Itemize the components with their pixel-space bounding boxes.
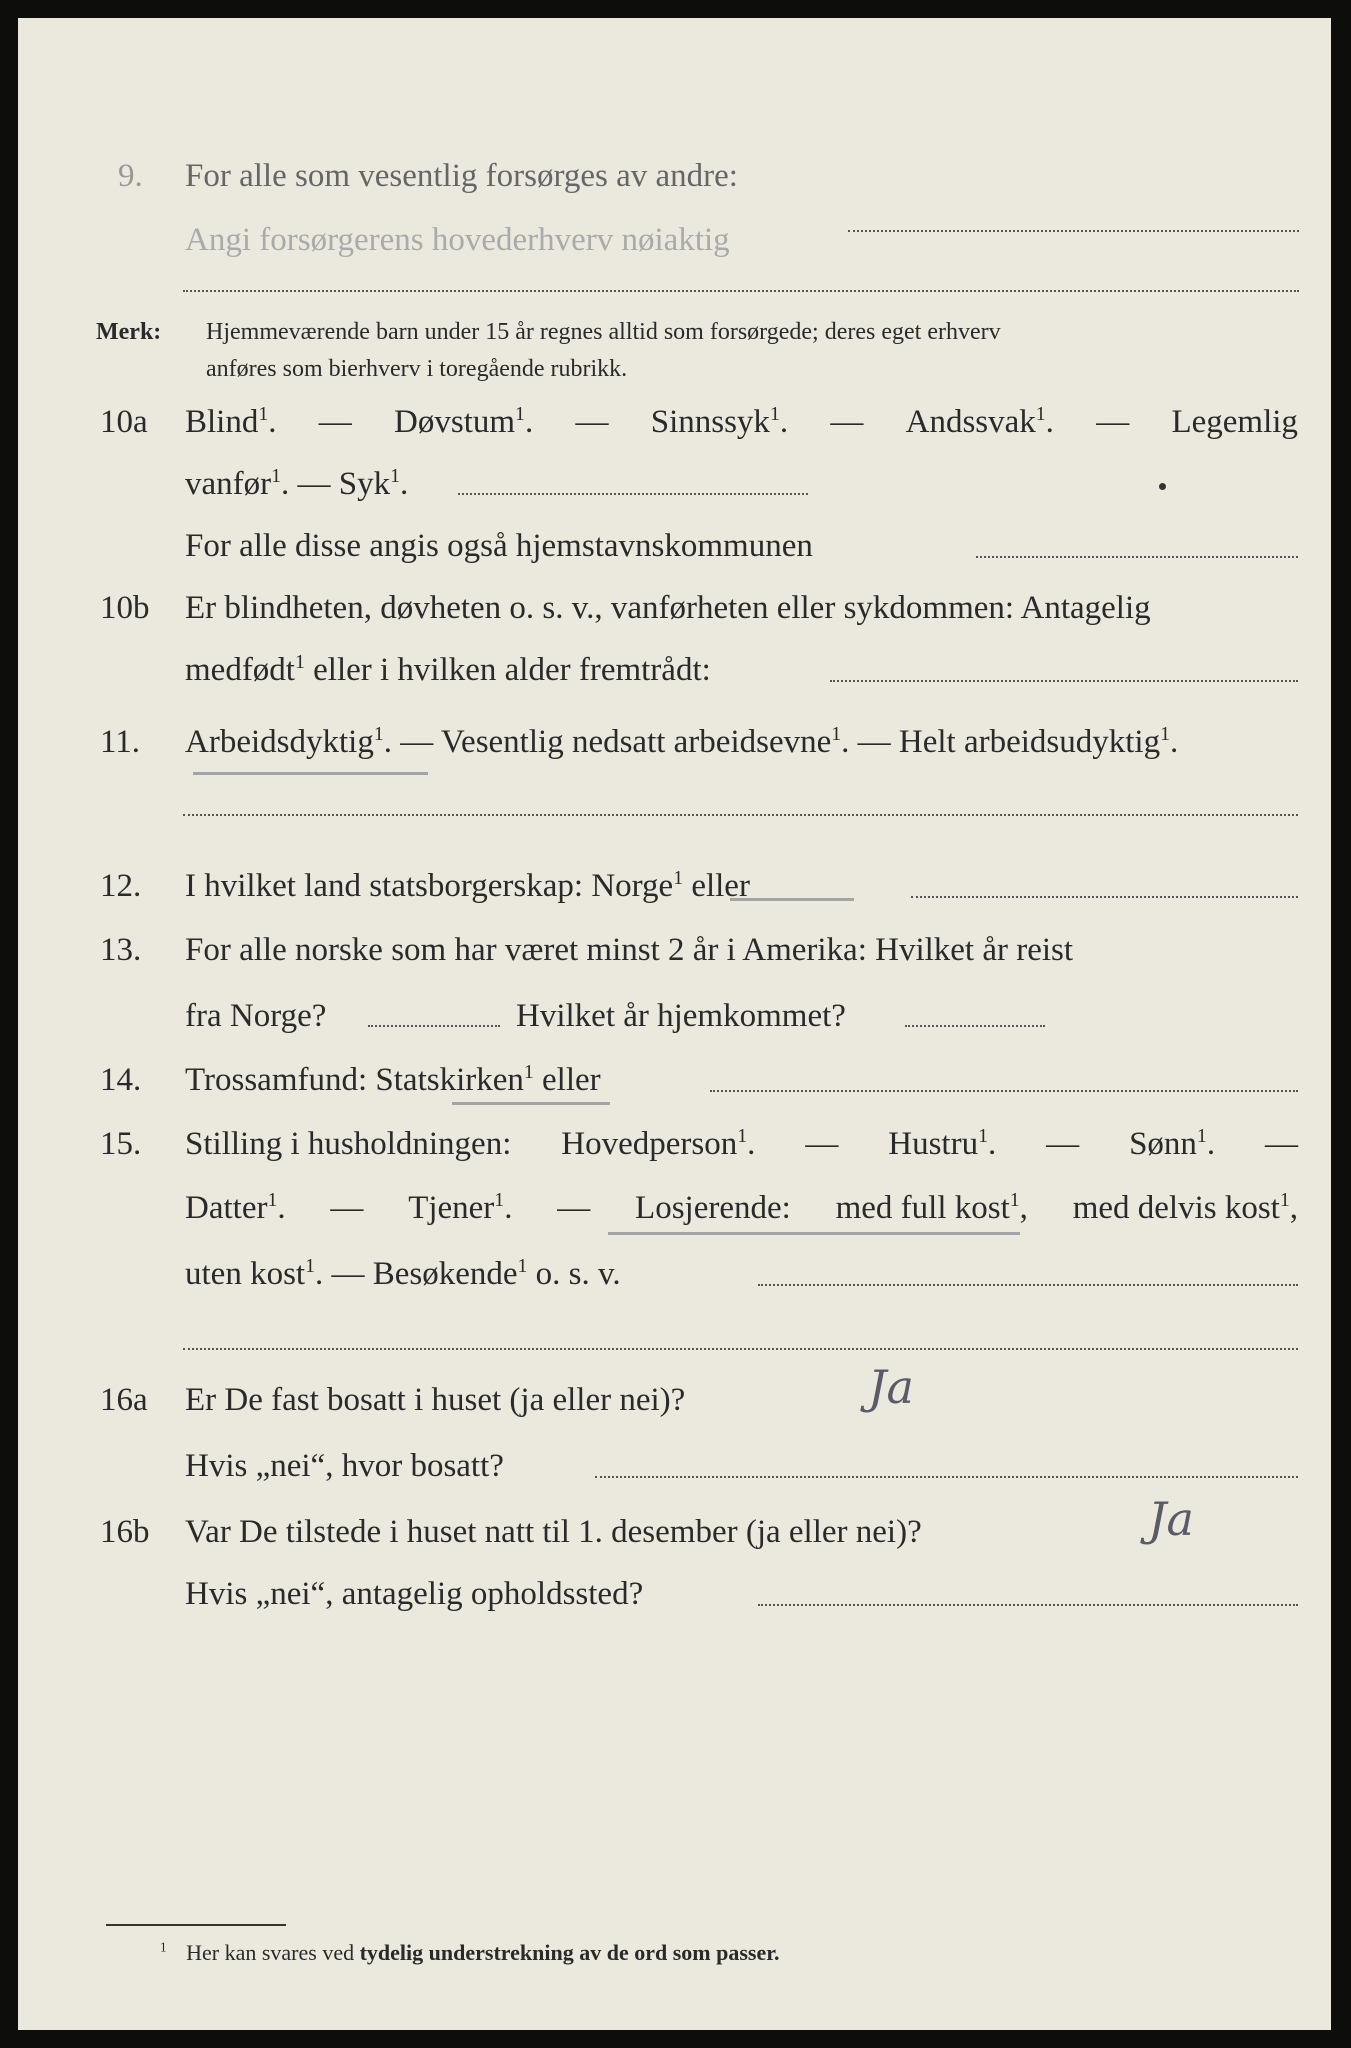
q16a-row-1 bbox=[18, 1378, 1331, 1422]
q15-pencil-underline bbox=[608, 1232, 1020, 1235]
q10a-option-syk: Syk bbox=[338, 466, 391, 502]
q13-row-1 bbox=[18, 928, 1331, 972]
q11-answer-line bbox=[183, 814, 1298, 816]
q15-row-3: uten kost$^1$. — Besøkende$^1$ o. s. v. bbox=[185, 1255, 621, 1292]
q15-option-besokende: Besøkende bbox=[372, 1256, 518, 1292]
merk-label: Merk: bbox=[96, 319, 162, 345]
q14-row: 14. Trossamfund: Statskirken$^1$ eller bbox=[18, 1058, 1331, 1102]
q14-pencil-underline bbox=[452, 1102, 610, 1105]
q15-option-hustru: Hustru bbox=[888, 1126, 979, 1162]
q10b-answer-line bbox=[830, 680, 1298, 682]
q16a-handwritten-answer: Ja bbox=[868, 1360, 914, 1414]
q15-stilling-text: Stilling i husholdningen: bbox=[185, 1126, 512, 1162]
q15-answer-line bbox=[758, 1284, 1298, 1286]
q10a-row-1: 10a Blind$^1$. — Døvstum$^1$. — Sinnssyk$^1$. — Andssvak$^1$. — Legemlig bbox=[18, 400, 1331, 444]
q13-row-2 bbox=[18, 994, 1331, 1038]
q15-osv: o. s. v. bbox=[535, 1256, 621, 1292]
q9-row bbox=[18, 154, 1331, 198]
q10b-row-1 bbox=[18, 586, 1331, 630]
q16a-text: Er De fast bosatt i huset (ja eller nei)? bbox=[185, 1382, 686, 1418]
q16a-number: 16a bbox=[100, 1382, 148, 1418]
q16a-answer-line bbox=[595, 1476, 1298, 1478]
q10a-option-dovstum: Døvstum bbox=[394, 404, 516, 440]
merk-line-2: anføres som bierhverv i toregående rubrikk. bbox=[206, 356, 628, 382]
q13-hjemkommet-text: Hvilket år hjemkommet? bbox=[516, 998, 846, 1034]
q13-number: 13. bbox=[100, 932, 142, 968]
q10a-row-3 bbox=[18, 524, 1331, 568]
q10a-hjemstavn-line bbox=[976, 556, 1298, 558]
q10a-option-sinnssyk: Sinnssyk bbox=[650, 404, 770, 440]
q12-row: 12. I hvilket land statsborgerskap: Norge$^1$ eller bbox=[18, 864, 1331, 908]
form-page bbox=[18, 18, 1331, 2030]
q14-number: 14. bbox=[100, 1062, 142, 1098]
q9-text: For alle som vesentlig forsørges av andre: bbox=[185, 158, 738, 194]
q10b-number: 10b bbox=[100, 590, 150, 626]
q12-eller: eller bbox=[691, 868, 750, 904]
q10a-hjemstavn-text: For alle disse angis også hjemstavnskommunen bbox=[185, 528, 813, 564]
q15-option-tjener: Tjener bbox=[408, 1190, 495, 1226]
q16a-sub-text: Hvis „nei“, hvor bosatt? bbox=[185, 1448, 504, 1484]
q10a-option-blind: Blind bbox=[185, 404, 259, 440]
q11-number: 11. bbox=[100, 724, 141, 760]
q16b-row-2 bbox=[18, 1572, 1331, 1616]
q11-option-arbeidsdyktig: Arbeidsdyktig bbox=[185, 724, 374, 760]
q16b-number: 16b bbox=[100, 1514, 150, 1550]
footnote-text-a: Her kan svares ved bbox=[186, 1940, 355, 1965]
q14-eller: eller bbox=[542, 1062, 601, 1098]
q15-number: 15. bbox=[100, 1126, 142, 1162]
q14-option-statskirken: Statskirken bbox=[375, 1062, 524, 1098]
q12-text: I hvilket land statsborgerskap: bbox=[185, 868, 584, 904]
q15-option-full-kost: med full kost bbox=[835, 1190, 1010, 1226]
q16b-sub-text: Hvis „nei“, antagelig opholdssted? bbox=[185, 1576, 644, 1612]
q10b-row-2: medfødt$^1$ eller i hvilken alder fremtrådt: bbox=[185, 651, 711, 688]
q11-pencil-underline bbox=[193, 772, 428, 775]
q14-text: Trossamfund: bbox=[185, 1062, 368, 1098]
q10b-option-medfodt: medfødt bbox=[185, 652, 295, 688]
q10a-option-legemlig: Legemlig bbox=[1171, 404, 1298, 440]
q16b-text: Var De tilstede i huset natt til 1. desember (ja eller nei)? bbox=[185, 1514, 922, 1550]
q13-text: For alle norske som har været minst 2 år i Amerika: Hvilket år reist bbox=[185, 932, 1074, 968]
q12-number: 12. bbox=[100, 868, 142, 904]
q10b-text: Er blindheten, døvheten o. s. v., vanførheten eller sykdommen: Antagelig bbox=[185, 590, 1151, 626]
q12-option-norge: Norge bbox=[591, 868, 674, 904]
q15-option-sonn: Sønn bbox=[1129, 1126, 1197, 1162]
footnote-mark: 1 bbox=[160, 1939, 167, 1955]
q10a-row-2: vanfør$^1$. — Syk$^1$. bbox=[185, 465, 409, 502]
q10a-number: 10a bbox=[100, 404, 148, 440]
q9-answer-line bbox=[848, 230, 1299, 232]
q13-reist-line bbox=[368, 1025, 500, 1027]
q13-reist-text: fra Norge? bbox=[185, 998, 327, 1034]
q16a-row-2 bbox=[18, 1444, 1331, 1488]
q16b-row-1 bbox=[18, 1510, 1331, 1554]
q10b-alder-text: eller i hvilken alder fremtrådt: bbox=[313, 652, 711, 688]
q14-answer-line bbox=[710, 1090, 1298, 1092]
footnote-text-c: av de ord som passer. bbox=[579, 1940, 780, 1965]
q12-pencil-underline bbox=[730, 898, 854, 901]
q15-option-delvis-kost: med delvis kost bbox=[1072, 1190, 1280, 1226]
footnote-divider bbox=[106, 1924, 286, 1926]
q15-answer-line-2 bbox=[183, 1348, 1298, 1350]
q10a-option-vanfor: vanfør bbox=[185, 466, 272, 502]
q11-option-udyktig: Helt arbeidsudyktig bbox=[898, 724, 1161, 760]
q11-row: 11. Arbeidsdyktig$^1$. — Vesentlig nedsatt arbeidsevne$^1$. — Helt arbeidsudyktig$^1$. bbox=[18, 720, 1331, 764]
q16b-handwritten-answer: Ja bbox=[1148, 1492, 1194, 1546]
q11-option-nedsatt: Vesentlig nedsatt arbeidsevne bbox=[440, 724, 832, 760]
q9-number: 9. bbox=[118, 158, 143, 194]
q9-answer-line-2 bbox=[183, 290, 1299, 292]
q10a-option-andssvak: Andssvak bbox=[905, 404, 1036, 440]
merk-line-1: Hjemmeværende barn under 15 år regnes alltid som forsørgede; deres eget erhverv bbox=[206, 319, 1001, 345]
q15-option-datter: Datter bbox=[185, 1190, 268, 1226]
q9-sub-row bbox=[18, 218, 1331, 262]
ink-dot bbox=[1159, 483, 1166, 490]
q15-option-hovedperson: Hovedperson bbox=[561, 1126, 738, 1162]
q15-losjerende-text: Losjerende: bbox=[635, 1190, 791, 1226]
q10a-syk-line bbox=[458, 493, 808, 495]
q15-row-1: 15. Stilling i husholdningen: Hovedperson$^1$. — Hustru$^1$. — Sønn$^1$. — bbox=[18, 1122, 1331, 1166]
q13-hjemkommet-line bbox=[905, 1025, 1045, 1027]
q9-sub-text: Angi forsørgerens hovederhverv nøiaktig bbox=[185, 222, 730, 258]
footnote bbox=[160, 1938, 779, 1968]
q15-option-uten-kost: uten kost bbox=[185, 1256, 306, 1292]
footnote-text-b: tydelig understrekning bbox=[359, 1940, 574, 1965]
q15-row-2: Datter$^1$. — Tjener$^1$. — Losjerende: med full kost$^1$, med delvis kost$^1$, bbox=[18, 1186, 1331, 1230]
q12-answer-line bbox=[911, 896, 1298, 898]
q16b-answer-line bbox=[758, 1604, 1298, 1606]
